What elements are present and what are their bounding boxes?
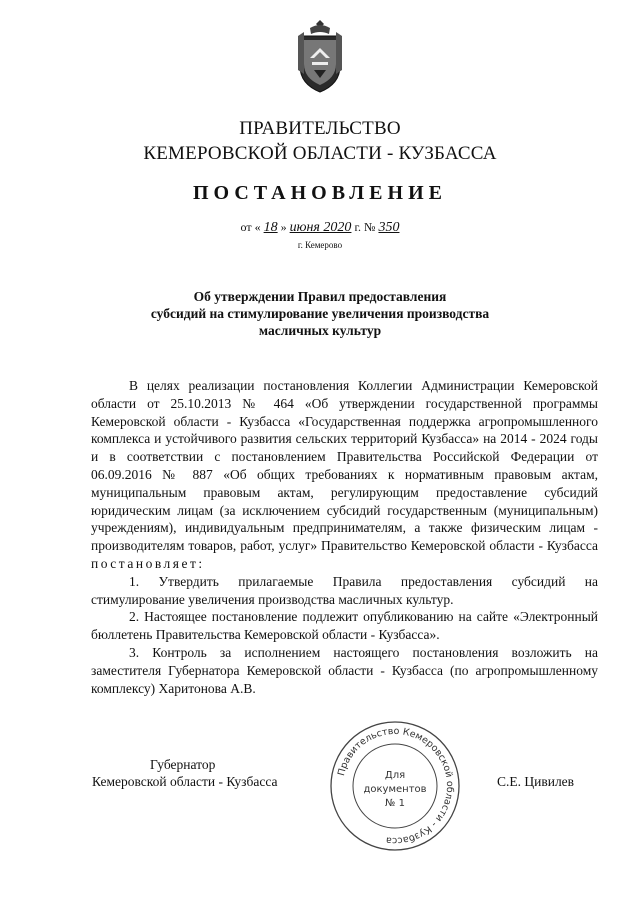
document-number: 350 [378, 220, 400, 235]
date-day: 18 [263, 220, 278, 235]
official-stamp [325, 716, 465, 856]
preamble-action: постановляет: [91, 555, 205, 571]
date-prefix: от « [240, 220, 261, 234]
title-line2: субсидий на стимулирование увеличения производства [150, 306, 490, 321]
date-mid: » [280, 220, 287, 234]
city: г. Кемерово [297, 240, 343, 250]
document-body [91, 377, 598, 697]
signer-name: С.Е. Цивилев [497, 774, 575, 789]
stamp-ring-text: Правительство Кемеровской области - Кузбасса [336, 725, 456, 847]
stamp-center-line2: документов [363, 784, 427, 795]
stamp-center-line3: № 1 [385, 798, 405, 809]
government-name-line1: ПРАВИТЕЛЬСТВО [239, 118, 401, 139]
paragraph-3: 3. Контроль за исполнением настоящего постановления возложить на заместителя Губернатора Кемеровской области - Кузбасса (по агропромышленному комплексу) Харитонова А.В. [91, 644, 598, 696]
date-suffix: г. № [354, 220, 376, 234]
signer-position-line1: Губернатор [150, 757, 216, 772]
date-line [0, 220, 640, 236]
document-title [120, 288, 520, 339]
signer-position-line2: Кемеровской области - Кузбасса [92, 774, 278, 789]
title-line3: масличных культур [258, 323, 382, 338]
paragraph-2: 2. Настоящее постановление подлежит опубликованию на сайте «Электронный бюллетень Правительства Кемеровской области - Кузбасса». [91, 609, 598, 643]
paragraph-preamble [91, 377, 598, 573]
title-line1: Об утверждении Правил предоставления [193, 289, 447, 304]
preamble-text: В целях реализации постановления Коллегии Администрации Кемеровской области от 25.10.2013 № 464 «Об утверждении государственной программы Кемеровской области - Кузбасса «Государственная поддержка агропромышленного комплекса и устойчивого развития сельских территорий Кузбасса» на 2014 - 2024 годы и в соответствии с постановлением Правительства Российской Федерации от 06.09.2016 № 887 «Об общих требованиях к нормативным правовым актам, муниципальным правовым актам, регулирующим предоставление субсидий юридическим лицам (за исключением субсидий государственным (муниципальным) учреждениям), индивидуальным предпринимателям, а также физическим лицам - производителям товаров, работ, услуг» Правительство Кемеровской области - Кузбасса [91, 378, 598, 554]
stamp-center-line1: Для [384, 770, 406, 781]
date-month-year: июня 2020 [289, 220, 352, 235]
document-type: ПОСТАНОВЛЕНИЕ [193, 182, 447, 204]
government-name-line2: КЕМЕРОВСКОЙ ОБЛАСТИ - КУЗБАССА [143, 143, 497, 164]
paragraph-1: 1. Утвердить прилагаемые Правила предоставления субсидий на стимулирование увеличения производства масличных культур. [91, 573, 598, 607]
coat-of-arms-icon [296, 18, 344, 94]
